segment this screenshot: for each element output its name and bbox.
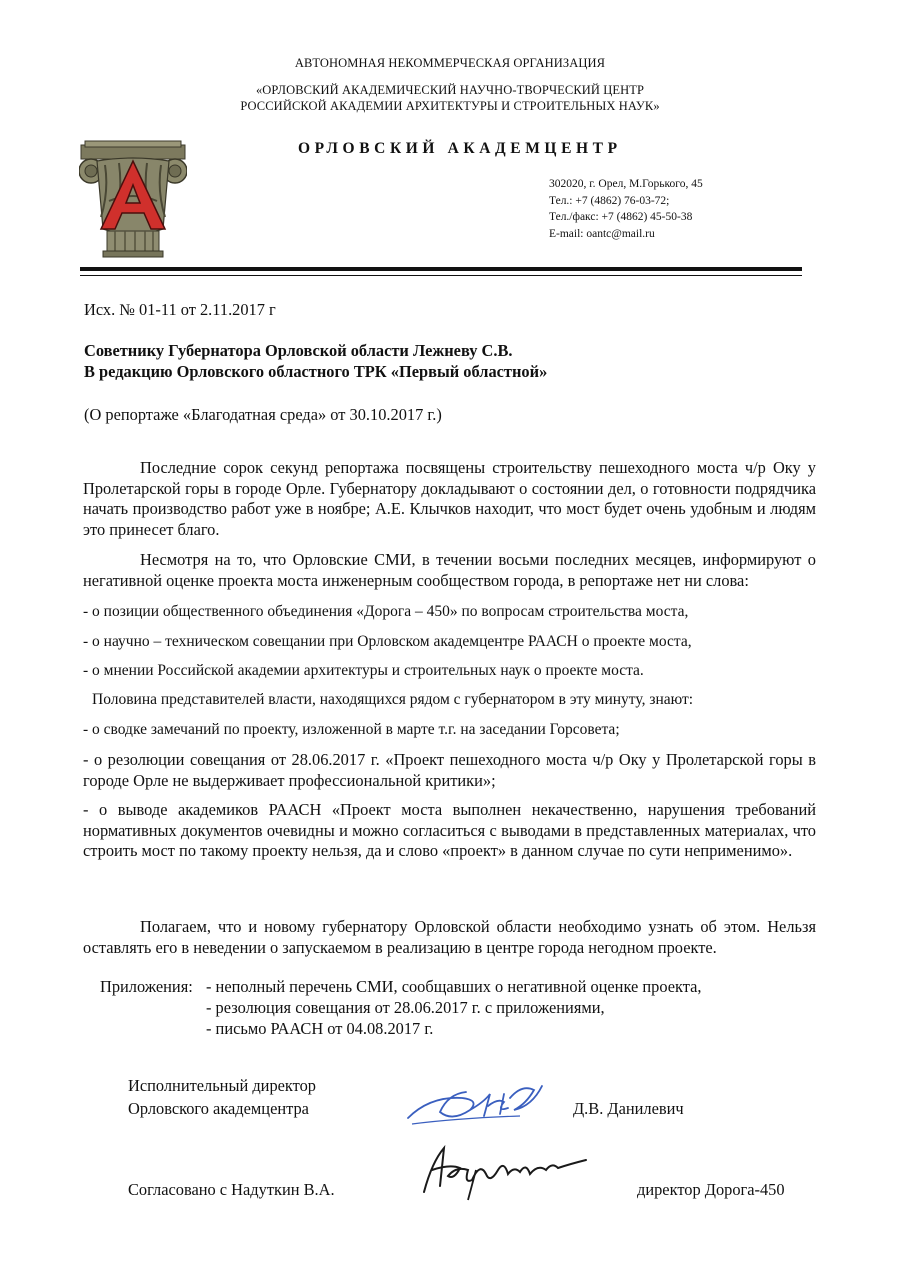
attachments-label: Приложения: [100,977,193,996]
paragraph-1-text: Последние сорок секунд репортажа посвящены строительству пешеходного моста ч/р Оку у Пролетарской горы в городе Орле. Губернатору докладывают о состоянии дел, о готовности подрядчика начать производство работ уже в ноябре; А.Е. Клычков находит, что мост будет очень удобным и людям это принесет благо. [83,458,816,539]
contacts-block [549,176,703,242]
paragraph-4-text: Полагаем, что и новому губернатору Орловской области необходимо узнать об этом. Нельзя оставлять его в неведении о запускаемом в реализацию в центре города негодном проекте. [83,917,816,957]
handwritten-signature-agreed [410,1140,600,1207]
capital-column-icon [79,131,187,263]
addressee-line2: В редакцию Орловского областного ТРК «Первый областной» [84,362,548,381]
paragraph-1 [83,458,816,540]
outgoing-ref: Исх. № 01-11 от 2.11.2017 г [84,300,276,319]
signer-name: Д.В. Данилевич [573,1099,684,1118]
agreed-role: директор Дорога-450 [637,1180,785,1199]
email: E-mail: oantc@mail.ru [549,227,655,240]
list-item: - о научно – техническом совещании при Орловском академцентре РААСН о проекте моста, [83,633,692,650]
header-divider-thick [80,267,802,271]
address: 302020, г. Орел, М.Горького, 45 [549,178,703,190]
subject: (О репортаже «Благодатная среда» от 30.10.2017 г.) [84,405,442,424]
attachment-item: - резолюция совещания от 28.06.2017 г. с приложениями, [206,998,605,1017]
signer-title-line1: Исполнительный директор [128,1076,316,1095]
paragraph-2-text: Несмотря на то, что Орловские СМИ, в течении восьми последних месяцев, информируют о негативной оценке проекта моста инженерным сообществом города, в репортаже нет ни слова: [83,550,816,590]
paragraph-2 [83,550,816,591]
fax: Тел./факс: +7 (4862) 45-50-38 [549,211,693,223]
list-item: - о сводке замечаний по проекту, изложенной в марте т.г. на заседании Горсовета; [83,721,620,738]
attachment-item: - неполный перечень СМИ, сообщавших о негативной оценке проекта, [206,977,702,996]
list-item: - о позиции общественного объединения «Дорога – 450» по вопросам строительства моста, [83,603,689,620]
attachment-item: - письмо РААСН от 04.08.2017 г. [206,1019,434,1038]
list-item: - о выводе академиков РААСН «Проект моста выполнен некачественно, нарушения требований нормативных документов очевидны и можно согласиться с выводами в представленных материалах, что строить мост по такому проекту нельзя, да и слово «проект» в данном случае по сути неприменимо». [83,800,816,860]
addressee-line1: Советнику Губернатора Орловской области Лежневу С.В. [84,341,513,360]
header-divider-thin [80,275,802,276]
list-item: - о резолюции совещания от 28.06.2017 г. «Проект пешеходного моста ч/р Оку у Пролетарской горы в городе Орле не выдерживает профессиональной критики»; [83,750,816,790]
org-type: АВТОНОМНАЯ НЕКОММЕРЧЕСКАЯ ОРГАНИЗАЦИЯ [294,56,606,70]
handwritten-signature-director [400,1080,560,1135]
phone: Тел.: +7 (4862) 76-03-72; [549,194,670,207]
organization-logo [79,131,187,263]
brand-title: ОРЛОВСКИЙ АКАДЕМЦЕНТР [298,140,622,157]
org-full-name-line1: «ОРЛОВСКИЙ АКАДЕМИЧЕСКИЙ НАУЧНО-ТВОРЧЕСКИЙ ЦЕНТР [255,83,645,97]
list-item: - о мнении Российской академии архитектуры и строительных наук о проекте моста. [83,662,644,679]
paragraph-3: Половина представителей власти, находящихся рядом с губернатором в эту минуту, знают: [92,691,694,708]
agreed-with: Согласовано с Надуткин В.А. [128,1180,335,1199]
signer-title-line2: Орловского академцентра [128,1099,309,1118]
paragraph-4 [83,917,816,958]
org-full-name-line2: РОССИЙСКОЙ АКАДЕМИИ АРХИТЕКТУРЫ И СТРОИТЕЛЬНЫХ НАУК» [240,99,660,113]
